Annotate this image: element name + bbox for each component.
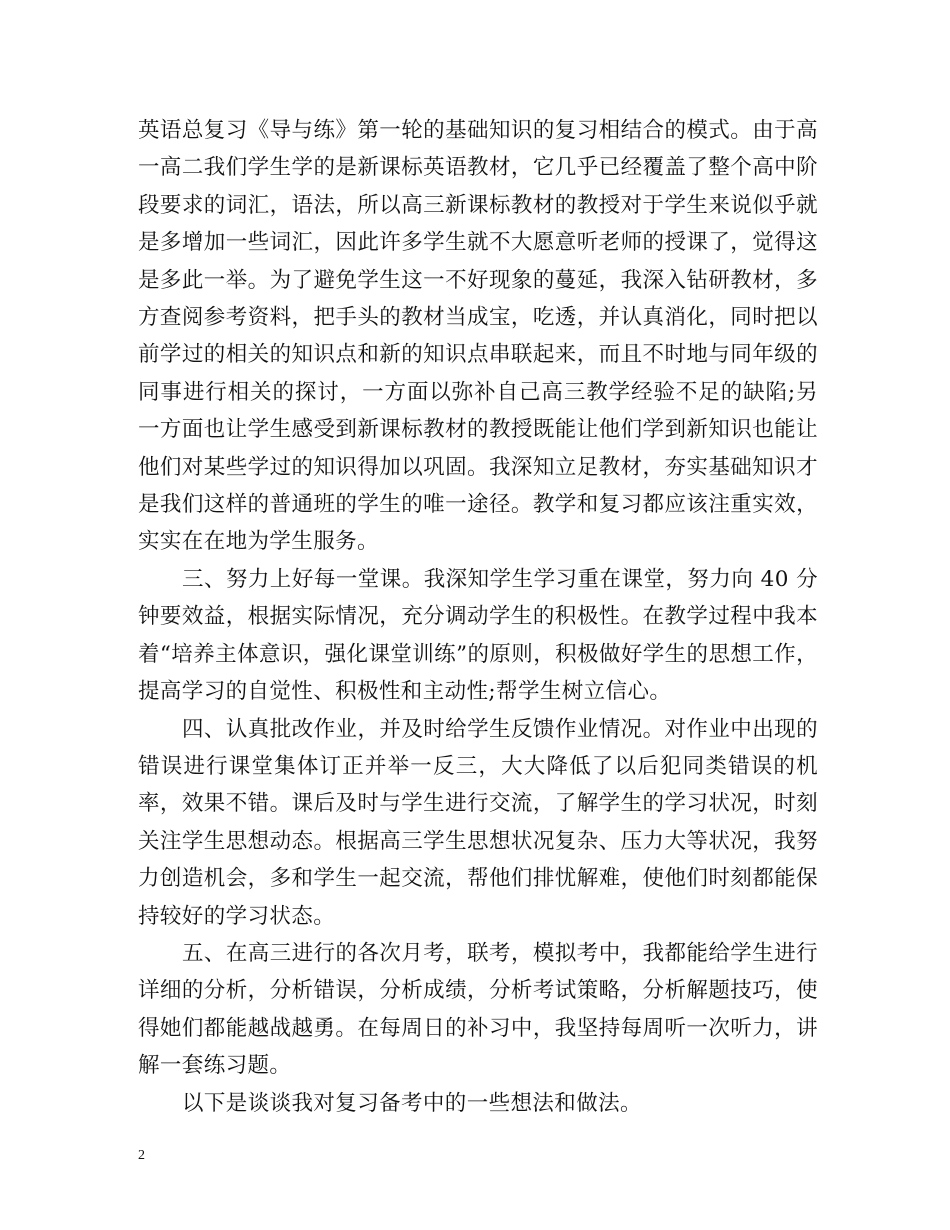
paragraph-closing: 以下是谈谈我对复习备考中的一些想法和做法。 xyxy=(182,1090,642,1116)
page-number: 2 xyxy=(138,1148,145,1163)
paragraph-section-three: 三、努力上好每一堂课。我深知学生学习重在课堂，努力向 40 分钟要效益，根据实际情况，充分调动学生的积极性。在教学过程中我本着“培养主体意识，强化课堂训练”的原则，积极做好学生的思想工作，提高学习的自觉性、积极性和主动性;帮学生树立信心。 xyxy=(138,566,818,705)
document-body xyxy=(138,112,818,1122)
paragraph-section-five: 五、在高三进行的各次月考，联考，模拟考中，我都能给学生进行详细的分析，分析错误，分析成绩，分析考试策略，分析解题技巧，使得她们都能越战越勇。在每周日的补习中，我坚持每周听一次听力，讲解一套练习题。 xyxy=(138,940,818,1079)
paragraph-section-four: 四、认真批改作业，并及时给学生反馈作业情况。对作业中出现的错误进行课堂集体订正并举一反三，大大降低了以后犯同类错误的机率，效果不错。课后及时与学生进行交流，了解学生的学习状况，时刻关注学生思想动态。根据高三学生思想状况复杂、压力大等状况，我努力创造机会，多和学生一起交流，帮他们排忧解难，使他们时刻都能保持较好的学习状态。 xyxy=(138,716,818,929)
paragraph-textbook-review: 英语总复习《导与练》第一轮的基础知识的复习相结合的模式。由于高一高二我们学生学的是新课标英语教材，它几乎已经覆盖了整个高中阶段要求的词汇，语法，所以高三新课标教材的教授对于学生来说似乎就是多增加一些词汇，因此许多学生就不大愿意听老师的授课了，觉得这是多此一举。为了避免学生这一不好现象的蔓延，我深入钻研教材，多方查阅参考资料，把手头的教材当成宝，吃透，并认真消化，同时把以前学过的相关的知识点和新的知识点串联起来，而且不时地与同年级的同事进行相关的探讨，一方面以弥补自己高三教学经验不足的缺陷;另一方面也让学生感受到新课标教材的教授既能让他们学到新知识也能让他们对某些学过的知识得加以巩固。我深知立足教材，夯实基础知识才是我们这样的普通班的学生的唯一途径。教学和复习都应该注重实效，实实在在地为学生服务。 xyxy=(138,118,818,555)
